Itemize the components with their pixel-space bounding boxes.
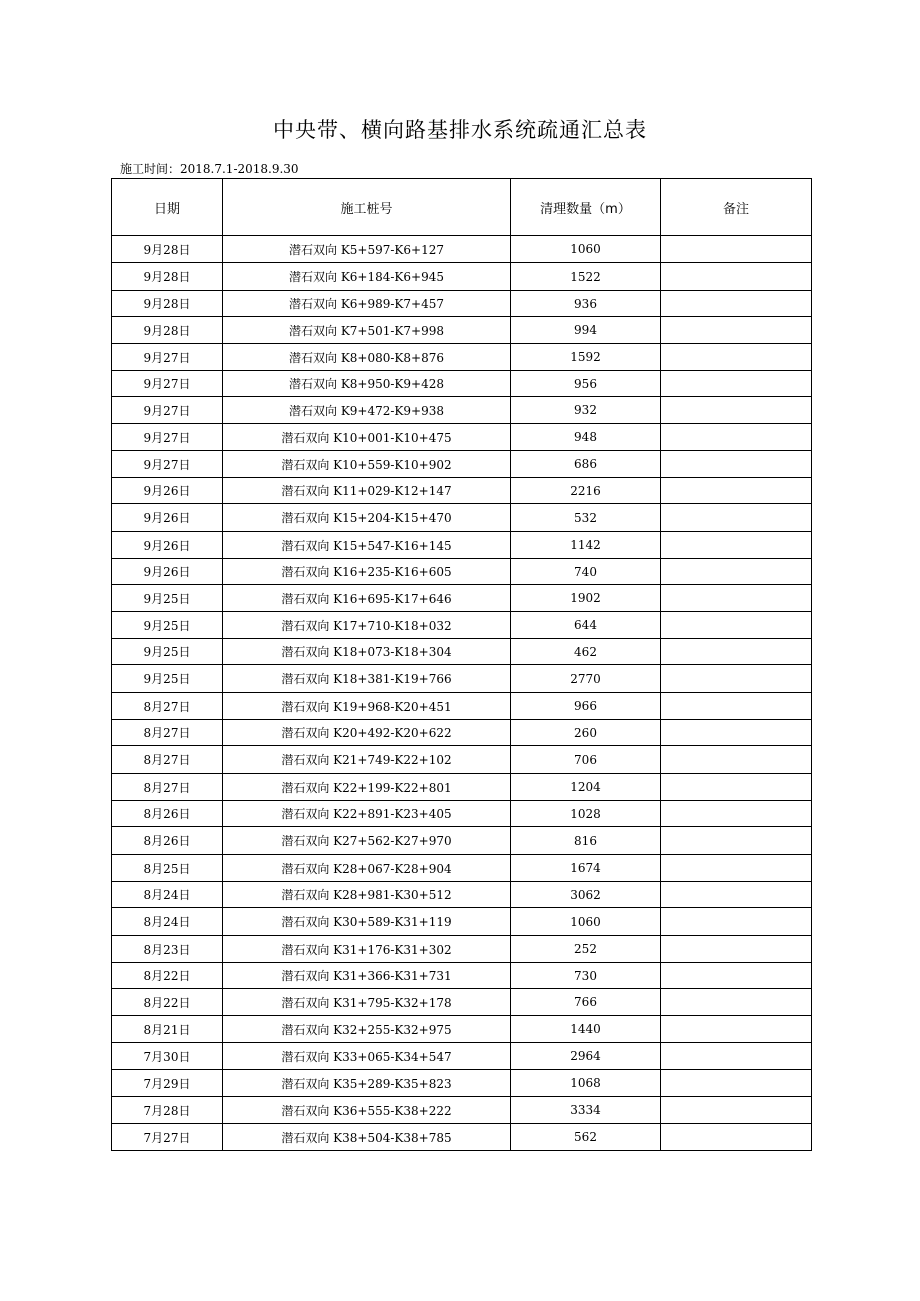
note-cell bbox=[661, 1070, 812, 1097]
table-row bbox=[112, 801, 812, 827]
station-cell: 潜石双向 K28+981-K30+512 bbox=[223, 882, 511, 908]
station-cell: 潜石双向 K28+067-K28+904 bbox=[223, 855, 511, 882]
date-cell: 8月27日 bbox=[112, 693, 223, 720]
station-cell: 潜石双向 K33+065-K34+547 bbox=[223, 1043, 511, 1070]
station-cell: 潜石双向 K17+710-K18+032 bbox=[223, 612, 511, 639]
drainage-summary-table bbox=[111, 178, 812, 1151]
table-row bbox=[112, 371, 812, 397]
date-cell: 8月26日 bbox=[112, 827, 223, 855]
table-row bbox=[112, 989, 812, 1016]
station-cell: 潜石双向 K22+199-K22+801 bbox=[223, 774, 511, 801]
date-cell: 9月27日 bbox=[112, 344, 223, 371]
station-cell: 潜石双向 K7+501-K7+998 bbox=[223, 317, 511, 344]
quantity-cell: 462 bbox=[511, 639, 661, 665]
date-cell: 8月27日 bbox=[112, 720, 223, 746]
note-cell bbox=[661, 720, 812, 746]
note-cell bbox=[661, 639, 812, 665]
date-cell: 8月24日 bbox=[112, 882, 223, 908]
station-cell: 潜石双向 K35+289-K35+823 bbox=[223, 1070, 511, 1097]
note-cell bbox=[661, 855, 812, 882]
date-cell: 7月28日 bbox=[112, 1097, 223, 1124]
note-cell bbox=[661, 989, 812, 1016]
quantity-cell: 816 bbox=[511, 827, 661, 855]
table-row bbox=[112, 774, 812, 801]
note-cell bbox=[661, 882, 812, 908]
table-row bbox=[112, 720, 812, 746]
quantity-cell: 2216 bbox=[511, 478, 661, 504]
station-cell: 潜石双向 K18+073-K18+304 bbox=[223, 639, 511, 665]
date-cell: 9月26日 bbox=[112, 478, 223, 504]
date-cell: 9月26日 bbox=[112, 532, 223, 559]
station-cell: 潜石双向 K30+589-K31+119 bbox=[223, 908, 511, 936]
note-cell bbox=[661, 559, 812, 585]
note-cell bbox=[661, 936, 812, 963]
note-cell bbox=[661, 774, 812, 801]
station-cell: 潜石双向 K9+472-K9+938 bbox=[223, 397, 511, 424]
note-cell bbox=[661, 963, 812, 989]
quantity-cell: 686 bbox=[511, 451, 661, 478]
quantity-cell: 2770 bbox=[511, 665, 661, 693]
station-cell: 潜石双向 K19+968-K20+451 bbox=[223, 693, 511, 720]
quantity-cell: 936 bbox=[511, 291, 661, 317]
table-row bbox=[112, 612, 812, 639]
quantity-cell: 532 bbox=[511, 504, 661, 532]
table-row bbox=[112, 1097, 812, 1124]
table-row bbox=[112, 585, 812, 612]
quantity-cell: 740 bbox=[511, 559, 661, 585]
date-cell: 9月25日 bbox=[112, 585, 223, 612]
note-cell bbox=[661, 291, 812, 317]
quantity-cell: 948 bbox=[511, 424, 661, 451]
header-quantity: 清理数量（m） bbox=[511, 179, 661, 236]
note-cell bbox=[661, 504, 812, 532]
quantity-cell: 1902 bbox=[511, 585, 661, 612]
quantity-cell: 1674 bbox=[511, 855, 661, 882]
quantity-cell: 644 bbox=[511, 612, 661, 639]
station-cell: 潜石双向 K32+255-K32+975 bbox=[223, 1016, 511, 1043]
note-cell bbox=[661, 1097, 812, 1124]
table-header-row bbox=[112, 179, 812, 236]
quantity-cell: 252 bbox=[511, 936, 661, 963]
quantity-cell: 706 bbox=[511, 746, 661, 774]
note-cell bbox=[661, 424, 812, 451]
date-cell: 9月27日 bbox=[112, 371, 223, 397]
table-row bbox=[112, 344, 812, 371]
date-cell: 7月30日 bbox=[112, 1043, 223, 1070]
date-cell: 8月22日 bbox=[112, 963, 223, 989]
note-cell bbox=[661, 1043, 812, 1070]
date-cell: 9月27日 bbox=[112, 424, 223, 451]
quantity-cell: 1068 bbox=[511, 1070, 661, 1097]
table-row bbox=[112, 397, 812, 424]
table-row bbox=[112, 908, 812, 936]
station-cell: 潜石双向 K10+001-K10+475 bbox=[223, 424, 511, 451]
table-row bbox=[112, 827, 812, 855]
quantity-cell: 966 bbox=[511, 693, 661, 720]
date-cell: 8月25日 bbox=[112, 855, 223, 882]
table-row bbox=[112, 639, 812, 665]
table-row bbox=[112, 424, 812, 451]
date-cell: 9月25日 bbox=[112, 612, 223, 639]
note-cell bbox=[661, 612, 812, 639]
station-cell: 潜石双向 K16+235-K16+605 bbox=[223, 559, 511, 585]
station-cell: 潜石双向 K10+559-K10+902 bbox=[223, 451, 511, 478]
note-cell bbox=[661, 665, 812, 693]
station-cell: 潜石双向 K15+204-K15+470 bbox=[223, 504, 511, 532]
quantity-cell: 1592 bbox=[511, 344, 661, 371]
note-cell bbox=[661, 451, 812, 478]
station-cell: 潜石双向 K8+080-K8+876 bbox=[223, 344, 511, 371]
station-cell: 潜石双向 K27+562-K27+970 bbox=[223, 827, 511, 855]
note-cell bbox=[661, 263, 812, 291]
date-cell: 8月26日 bbox=[112, 801, 223, 827]
date-cell: 9月25日 bbox=[112, 639, 223, 665]
quantity-cell: 1060 bbox=[511, 908, 661, 936]
station-cell: 潜石双向 K36+555-K38+222 bbox=[223, 1097, 511, 1124]
table-row bbox=[112, 532, 812, 559]
quantity-cell: 730 bbox=[511, 963, 661, 989]
note-cell bbox=[661, 1016, 812, 1043]
date-cell: 8月21日 bbox=[112, 1016, 223, 1043]
note-cell bbox=[661, 397, 812, 424]
table-row bbox=[112, 1124, 812, 1151]
note-cell bbox=[661, 585, 812, 612]
table-row bbox=[112, 291, 812, 317]
station-cell: 潜石双向 K8+950-K9+428 bbox=[223, 371, 511, 397]
quantity-cell: 932 bbox=[511, 397, 661, 424]
quantity-cell: 1522 bbox=[511, 263, 661, 291]
date-cell: 9月26日 bbox=[112, 504, 223, 532]
station-cell: 潜石双向 K5+597-K6+127 bbox=[223, 236, 511, 263]
table-row bbox=[112, 263, 812, 291]
date-cell: 8月22日 bbox=[112, 989, 223, 1016]
station-cell: 潜石双向 K31+366-K31+731 bbox=[223, 963, 511, 989]
note-cell bbox=[661, 344, 812, 371]
station-cell: 潜石双向 K20+492-K20+622 bbox=[223, 720, 511, 746]
table-row bbox=[112, 559, 812, 585]
date-cell: 9月28日 bbox=[112, 291, 223, 317]
table-row bbox=[112, 451, 812, 478]
quantity-cell: 260 bbox=[511, 720, 661, 746]
station-cell: 潜石双向 K31+795-K32+178 bbox=[223, 989, 511, 1016]
table-row bbox=[112, 882, 812, 908]
note-cell bbox=[661, 1124, 812, 1151]
date-cell: 8月24日 bbox=[112, 908, 223, 936]
station-cell: 潜石双向 K38+504-K38+785 bbox=[223, 1124, 511, 1151]
table-row bbox=[112, 1070, 812, 1097]
table-row bbox=[112, 693, 812, 720]
station-cell: 潜石双向 K16+695-K17+646 bbox=[223, 585, 511, 612]
quantity-cell: 3062 bbox=[511, 882, 661, 908]
station-cell: 潜石双向 K18+381-K19+766 bbox=[223, 665, 511, 693]
quantity-cell: 562 bbox=[511, 1124, 661, 1151]
table-row bbox=[112, 855, 812, 882]
note-cell bbox=[661, 908, 812, 936]
quantity-cell: 1142 bbox=[511, 532, 661, 559]
page-title: 中央带、横向路基排水系统疏通汇总表 bbox=[273, 118, 647, 142]
station-cell: 潜石双向 K6+184-K6+945 bbox=[223, 263, 511, 291]
date-cell: 8月27日 bbox=[112, 746, 223, 774]
station-cell: 潜石双向 K6+989-K7+457 bbox=[223, 291, 511, 317]
table-row bbox=[112, 317, 812, 344]
date-cell: 9月25日 bbox=[112, 665, 223, 693]
note-cell bbox=[661, 371, 812, 397]
table-row bbox=[112, 665, 812, 693]
quantity-cell: 766 bbox=[511, 989, 661, 1016]
station-cell: 潜石双向 K31+176-K31+302 bbox=[223, 936, 511, 963]
date-cell: 8月23日 bbox=[112, 936, 223, 963]
date-cell: 7月27日 bbox=[112, 1124, 223, 1151]
table-row bbox=[112, 1016, 812, 1043]
table-row bbox=[112, 1043, 812, 1070]
construction-period: 施工时间：2018.7.1-2018.9.30 bbox=[120, 162, 299, 176]
station-cell: 潜石双向 K22+891-K23+405 bbox=[223, 801, 511, 827]
station-cell: 潜石双向 K15+547-K16+145 bbox=[223, 532, 511, 559]
table-row bbox=[112, 236, 812, 263]
date-cell: 9月27日 bbox=[112, 397, 223, 424]
date-cell: 9月28日 bbox=[112, 263, 223, 291]
header-date: 日期 bbox=[112, 179, 223, 236]
note-cell bbox=[661, 532, 812, 559]
quantity-cell: 1440 bbox=[511, 1016, 661, 1043]
station-cell: 潜石双向 K21+749-K22+102 bbox=[223, 746, 511, 774]
note-cell bbox=[661, 801, 812, 827]
header-station: 施工桩号 bbox=[223, 179, 511, 236]
header-note: 备注 bbox=[661, 179, 812, 236]
date-cell: 7月29日 bbox=[112, 1070, 223, 1097]
date-cell: 9月26日 bbox=[112, 559, 223, 585]
note-cell bbox=[661, 746, 812, 774]
quantity-cell: 2964 bbox=[511, 1043, 661, 1070]
note-cell bbox=[661, 236, 812, 263]
table-row bbox=[112, 963, 812, 989]
table-row bbox=[112, 936, 812, 963]
note-cell bbox=[661, 478, 812, 504]
note-cell bbox=[661, 693, 812, 720]
note-cell bbox=[661, 317, 812, 344]
date-cell: 9月28日 bbox=[112, 236, 223, 263]
date-cell: 8月27日 bbox=[112, 774, 223, 801]
station-cell: 潜石双向 K11+029-K12+147 bbox=[223, 478, 511, 504]
table-row bbox=[112, 746, 812, 774]
quantity-cell: 1028 bbox=[511, 801, 661, 827]
table-row bbox=[112, 478, 812, 504]
quantity-cell: 956 bbox=[511, 371, 661, 397]
quantity-cell: 1204 bbox=[511, 774, 661, 801]
quantity-cell: 1060 bbox=[511, 236, 661, 263]
date-cell: 9月28日 bbox=[112, 317, 223, 344]
date-cell: 9月27日 bbox=[112, 451, 223, 478]
table-row bbox=[112, 504, 812, 532]
quantity-cell: 3334 bbox=[511, 1097, 661, 1124]
note-cell bbox=[661, 827, 812, 855]
quantity-cell: 994 bbox=[511, 317, 661, 344]
